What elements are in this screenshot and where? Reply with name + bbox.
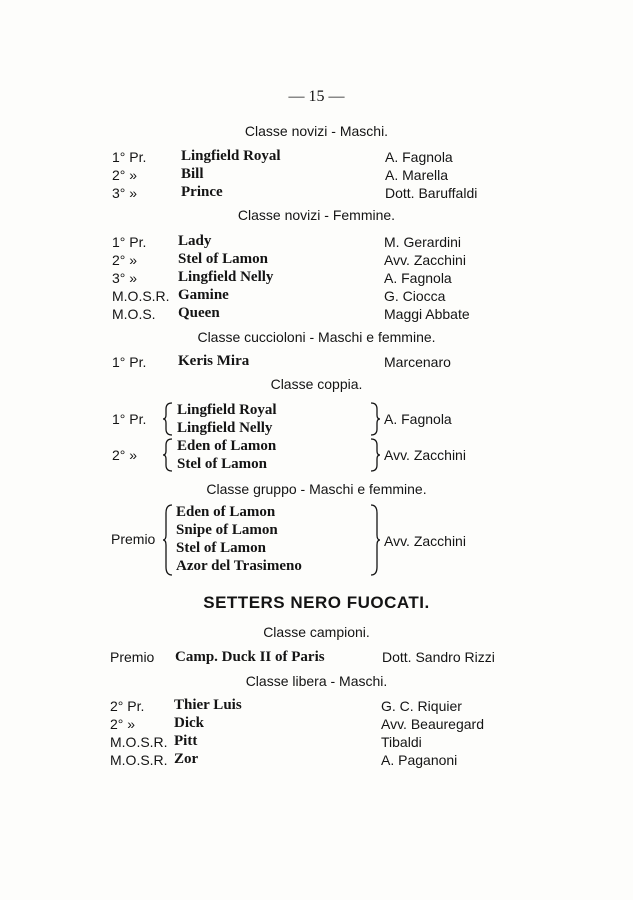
dog-name: Eden of Lamon [176,504,276,520]
class-heading: Classe libera - Maschi. [245,673,388,689]
dog-name: Lingfield Royal [177,402,277,418]
owner-name: Dott. Sandro Rizzi [382,649,495,665]
owner-name: A. Fagnola [385,149,453,165]
class-heading: Classe novizi - Femmine. [237,207,396,223]
dog-name: Gamine [178,287,229,303]
dog-name: Queen [178,305,220,321]
owner-name: Dott. Baruffaldi [385,185,478,201]
dog-name: Lingfield Royal [181,148,281,164]
entry-rank: Premio [110,649,155,665]
dog-name: Thier Luis [174,697,242,713]
entry-rank: M.O.S.R. [112,288,170,304]
page-number: — 15 — [288,88,345,105]
entry-rank: M.O.S. [112,306,156,322]
owner-name: A. Marella [385,167,449,183]
section-title: SETTERS NERO FUOCATI. [203,593,430,612]
class-heading: Classe gruppo - Maschi e femmine. [206,481,427,497]
owner-name: Marcenaro [384,354,451,370]
owner-name: G. C. Riquier [381,698,462,714]
entry-rank: 1° Pr. [112,234,147,250]
dog-name: Stel of Lamon [176,540,266,556]
dog-name: Keris Mira [178,353,250,369]
dog-name: Stel of Lamon [177,456,267,472]
dog-name: Bill [181,166,204,182]
right-brace [369,504,381,576]
owner-name: Avv. Zacchini [384,252,466,268]
owner-name: Avv. Beauregard [381,716,484,732]
dog-name: Lingfield Nelly [177,420,273,436]
owner-name: G. Ciocca [384,288,446,304]
owner-name: A. Fagnola [384,411,452,427]
entry-rank: 2° » [110,716,136,732]
dog-name: Zor [174,751,199,767]
owner-name: Avv. Zacchini [384,533,466,549]
entry-rank: 2° » [112,167,138,183]
entry-rank: 2° Pr. [110,698,145,714]
dog-name: Eden of Lamon [177,438,277,454]
left-brace [162,438,174,472]
dog-name: Lady [178,233,212,249]
dog-name: Pitt [174,733,198,749]
owner-name: Tibaldi [381,734,422,750]
entry-rank: 2° » [112,252,138,268]
dog-name: Snipe of Lamon [176,522,278,538]
owner-name: A. Fagnola [384,270,452,286]
right-brace [369,438,381,472]
dog-name: Lingfield Nelly [178,269,274,285]
class-heading: Classe campioni. [263,624,370,640]
entry-rank: M.O.S.R. [110,752,168,768]
entry-rank: M.O.S.R. [110,734,168,750]
entry-rank: 3° » [112,185,138,201]
entry-rank: 1° Pr. [112,411,147,427]
entry-rank: 1° Pr. [112,354,147,370]
class-heading: Classe cuccioloni - Maschi e femmine. [197,329,436,345]
left-brace [162,504,174,576]
entry-rank: Premio [111,531,156,547]
owner-name: Avv. Zacchini [384,447,466,463]
dog-name: Camp. Duck II of Paris [175,649,325,665]
entry-rank: 3° » [112,270,138,286]
entry-rank: 1° Pr. [112,149,147,165]
dog-name: Prince [181,184,223,200]
class-heading: Classe coppia. [270,376,363,392]
dog-name: Dick [174,715,204,731]
left-brace [162,402,174,436]
right-brace [369,402,381,436]
entry-rank: 2° » [112,447,138,463]
dog-name: Stel of Lamon [178,251,268,267]
class-heading: Classe novizi - Maschi. [244,123,389,139]
owner-name: Maggi Abbate [384,306,470,322]
owner-name: M. Gerardini [384,234,462,250]
dog-name: Azor del Trasimeno [176,558,302,574]
owner-name: A. Paganoni [381,752,458,768]
